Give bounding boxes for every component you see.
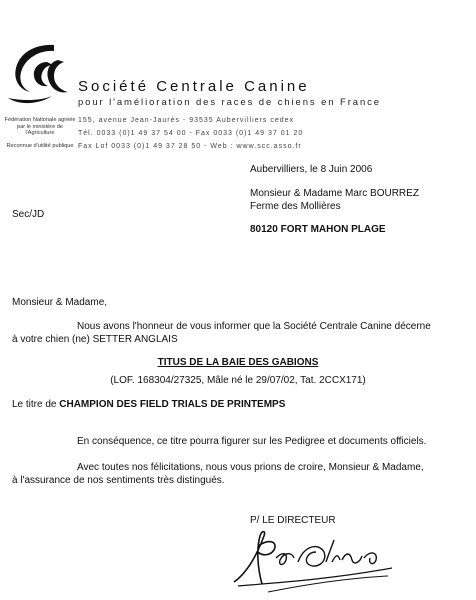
dog-name: TITUS DE LA BAIE DES GABIONS xyxy=(157,357,319,368)
closing-line-2: à l'assurance de nos sentiments très distingués. xyxy=(12,475,225,486)
federation-note: Fédération Nationale agréée par le ministère de l'Agriculture xyxy=(4,117,76,136)
title-name: CHAMPION DES FIELD TRIALS DE PRINTEMPS xyxy=(59,399,286,410)
closing-line-1: Avec toutes nos félicitations, nous vous prions de croire, Monsieur & Madame, xyxy=(77,462,424,473)
signature xyxy=(228,522,398,594)
intro-line-2: à votre chien (ne) SETTER ANGLAIS xyxy=(12,334,178,345)
organization-fax-web: Fax Lof 0033 (0)1 49 37 28 50 - Web : www.scc.asso.fr xyxy=(78,143,302,150)
recipient-city: 80120 FORT MAHON PLAGE xyxy=(250,224,386,235)
organization-name: Société Centrale Canine xyxy=(78,78,310,95)
recipient-name: Monsieur & Madame Marc BOURREZ xyxy=(250,188,419,199)
place-date: Aubervilliers, le 8 Juin 2006 xyxy=(250,164,373,175)
signatory: P/ LE DIRECTEUR xyxy=(250,515,336,526)
intro-line-1: Nous avons l'honneur de vous informer que la Société Centrale Canine décerne xyxy=(77,321,431,332)
organization-address: 155, avenue Jean-Jaurès - 93535 Aubervilliers cedex xyxy=(78,117,294,124)
scc-logo xyxy=(6,40,74,108)
recipient-address: Ferme des Mollières xyxy=(250,201,341,212)
dog-details: (LOF. 168304/27325, Mâle né le 29/07/02, Tat. 2CCX171) xyxy=(110,375,366,386)
title-prefix: Le titre de xyxy=(12,399,60,410)
organization-tagline: pour l'amélioration des races de chiens en France xyxy=(78,97,381,108)
consequence-line: En conséquence, ce titre pourra figurer sur les Pedigree et documents officiels. xyxy=(77,436,427,447)
salutation: Monsieur & Madame, xyxy=(12,297,108,308)
reference: Sec/JD xyxy=(12,209,45,220)
title-line xyxy=(12,399,285,410)
organization-phone: Tél. 0033 (0)1 49 37 54 00 - Fax 0033 (0)1 49 37 01 20 xyxy=(78,130,304,137)
public-utility-note: Reconnue d'utilité publique xyxy=(6,143,74,149)
